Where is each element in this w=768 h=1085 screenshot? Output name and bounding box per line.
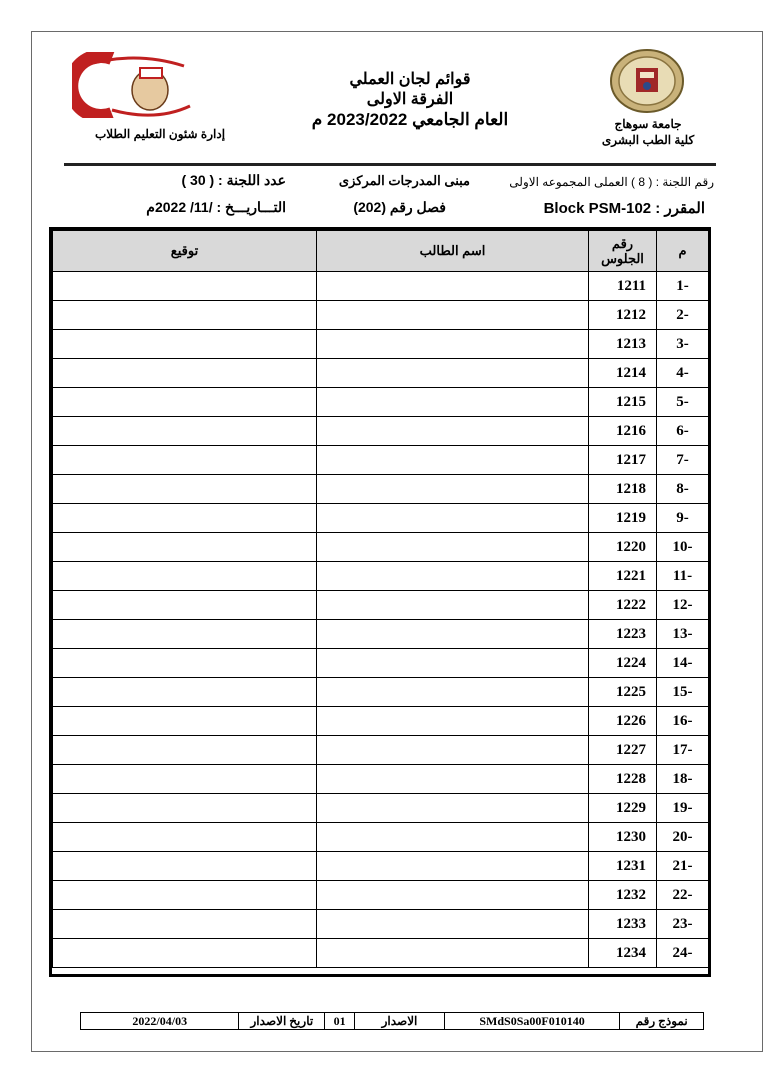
signature-cell[interactable] [53, 649, 317, 678]
seat-number: 1229 [589, 794, 657, 823]
signature-cell[interactable] [53, 939, 317, 968]
seat-number: 1224 [589, 649, 657, 678]
row-number: -16 [657, 707, 709, 736]
signature-cell[interactable] [53, 533, 317, 562]
col-seat-header: رقم الجلوس [589, 231, 657, 272]
seat-number: 1223 [589, 620, 657, 649]
student-name-cell[interactable] [317, 823, 589, 852]
signature-cell[interactable] [53, 910, 317, 939]
faculty-line: كلية الطب البشرى [601, 133, 695, 147]
seat-number: 1231 [589, 852, 657, 881]
row-number: -12 [657, 591, 709, 620]
committee-count: عدد اللجنة : ( 30 ) [181, 172, 286, 188]
department-name: إدارة شئون التعليم الطلاب [94, 127, 226, 141]
signature-cell[interactable] [53, 562, 317, 591]
table-row [53, 794, 709, 823]
seat-number: 1234 [589, 939, 657, 968]
table-row [53, 330, 709, 359]
academic-year: العام الجامعي 2023/2022 م [311, 110, 509, 129]
signature-cell[interactable] [53, 736, 317, 765]
table-row [53, 881, 709, 910]
row-number: -15 [657, 678, 709, 707]
col-number-header: م [657, 231, 709, 272]
table-row [53, 446, 709, 475]
title-line1: قوائم لجان العملي [349, 71, 471, 88]
attendance-table [49, 227, 711, 977]
title-line2: الفرقة الاولى [366, 91, 454, 108]
student-name-cell[interactable] [317, 939, 589, 968]
seat-number: 1230 [589, 823, 657, 852]
seat-number: 1219 [589, 504, 657, 533]
student-name-cell[interactable] [317, 475, 589, 504]
university-name [598, 116, 698, 148]
table-row [53, 301, 709, 330]
student-name-cell[interactable] [317, 504, 589, 533]
row-number: -4 [657, 359, 709, 388]
seat-number: 1225 [589, 678, 657, 707]
student-name-cell[interactable] [317, 736, 589, 765]
issue-date-label: تاريخ الاصدار [238, 1013, 324, 1029]
row-number: -2 [657, 301, 709, 330]
student-name-cell[interactable] [317, 272, 589, 301]
row-number: -17 [657, 736, 709, 765]
row-number: -6 [657, 417, 709, 446]
exam-date: التـــاريـــخ : /11/ 2022م [146, 199, 286, 215]
row-number: -5 [657, 388, 709, 417]
form-footer [80, 1012, 704, 1030]
table-row [53, 823, 709, 852]
table-row [53, 359, 709, 388]
issue-date: 2022/04/03 [132, 1013, 188, 1028]
course-code: المقرر : Block PSM-102 [543, 200, 705, 217]
seat-number: 1218 [589, 475, 657, 504]
table-row [53, 939, 709, 968]
seat-number: 1233 [589, 910, 657, 939]
signature-cell[interactable] [53, 417, 317, 446]
student-name-cell[interactable] [317, 852, 589, 881]
signature-cell[interactable] [53, 881, 317, 910]
version-number: 01 [324, 1013, 354, 1029]
signature-cell[interactable] [53, 272, 317, 301]
student-name-cell[interactable] [317, 794, 589, 823]
row-number: -19 [657, 794, 709, 823]
header-divider [64, 163, 716, 166]
signature-cell[interactable] [53, 475, 317, 504]
faculty-medicine-logo [72, 52, 196, 118]
seat-number: 1227 [589, 736, 657, 765]
seat-number: 1216 [589, 417, 657, 446]
col-signature-header: توقيع [53, 231, 317, 272]
student-name-cell[interactable] [317, 620, 589, 649]
row-number: -23 [657, 910, 709, 939]
classroom-number: فصل رقم (202) [353, 199, 446, 215]
table-row [53, 765, 709, 794]
row-number: -18 [657, 765, 709, 794]
university-line1: جامعة سوهاج [614, 117, 682, 131]
student-name-cell[interactable] [317, 591, 589, 620]
committee-number: رقم اللجنة : ( 8 ) العملى المجموعه الاولى [509, 175, 714, 189]
table-row [53, 707, 709, 736]
student-name-cell[interactable] [317, 910, 589, 939]
seat-number: 1232 [589, 881, 657, 910]
table-row [53, 910, 709, 939]
seat-number: 1221 [589, 562, 657, 591]
signature-cell[interactable] [53, 359, 317, 388]
col-name-header: اسم الطالب [317, 231, 589, 272]
form-label: نموذج رقم [619, 1013, 703, 1029]
seat-number: 1213 [589, 330, 657, 359]
student-name-cell[interactable] [317, 678, 589, 707]
version-label: الاصدار [354, 1013, 444, 1029]
row-number: -11 [657, 562, 709, 591]
row-number: -8 [657, 475, 709, 504]
building-name: مبنى المدرجات المركزى [338, 173, 470, 188]
table-row [53, 562, 709, 591]
signature-cell[interactable] [53, 301, 317, 330]
seat-number: 1215 [589, 388, 657, 417]
signature-cell[interactable] [53, 446, 317, 475]
table-row [53, 736, 709, 765]
table-row [53, 678, 709, 707]
table-row [53, 852, 709, 881]
signature-cell[interactable] [53, 388, 317, 417]
table-row [53, 388, 709, 417]
row-number: -22 [657, 881, 709, 910]
signature-cell[interactable] [53, 823, 317, 852]
student-name-cell[interactable] [317, 330, 589, 359]
student-name-cell[interactable] [317, 301, 589, 330]
table-row [53, 504, 709, 533]
document-title [290, 70, 530, 130]
signature-cell[interactable] [53, 852, 317, 881]
row-number: -7 [657, 446, 709, 475]
signature-cell[interactable] [53, 330, 317, 359]
seat-number: 1212 [589, 301, 657, 330]
seat-number: 1228 [589, 765, 657, 794]
table-row [53, 475, 709, 504]
student-name-cell[interactable] [317, 417, 589, 446]
student-name-cell[interactable] [317, 562, 589, 591]
table-row [53, 533, 709, 562]
seat-number: 1220 [589, 533, 657, 562]
seat-number: 1226 [589, 707, 657, 736]
table-header-row [53, 231, 709, 272]
table-row [53, 417, 709, 446]
signature-cell[interactable] [53, 678, 317, 707]
student-name-cell[interactable] [317, 881, 589, 910]
seat-number: 1217 [589, 446, 657, 475]
signature-cell[interactable] [53, 765, 317, 794]
university-seal-logo [608, 48, 686, 114]
row-number: -9 [657, 504, 709, 533]
row-number: -10 [657, 533, 709, 562]
form-code: SMdS0Sa00F010140 [444, 1013, 619, 1029]
student-name-cell[interactable] [317, 533, 589, 562]
student-name-cell[interactable] [317, 359, 589, 388]
seat-number: 1222 [589, 591, 657, 620]
table-row [53, 620, 709, 649]
row-number: -1 [657, 272, 709, 301]
row-number: -24 [657, 939, 709, 968]
table-row [53, 591, 709, 620]
row-number: -21 [657, 852, 709, 881]
seat-number: 1211 [589, 272, 657, 301]
table-row [53, 649, 709, 678]
table-row [53, 272, 709, 301]
student-name-cell[interactable] [317, 649, 589, 678]
signature-cell[interactable] [53, 620, 317, 649]
student-name-cell[interactable] [317, 446, 589, 475]
student-name-cell[interactable] [317, 707, 589, 736]
row-number: -20 [657, 823, 709, 852]
signature-cell[interactable] [53, 504, 317, 533]
student-name-cell[interactable] [317, 765, 589, 794]
signature-cell[interactable] [53, 591, 317, 620]
signature-cell[interactable] [53, 794, 317, 823]
row-number: -14 [657, 649, 709, 678]
seat-number: 1214 [589, 359, 657, 388]
student-name-cell[interactable] [317, 388, 589, 417]
signature-cell[interactable] [53, 707, 317, 736]
row-number: -3 [657, 330, 709, 359]
row-number: -13 [657, 620, 709, 649]
